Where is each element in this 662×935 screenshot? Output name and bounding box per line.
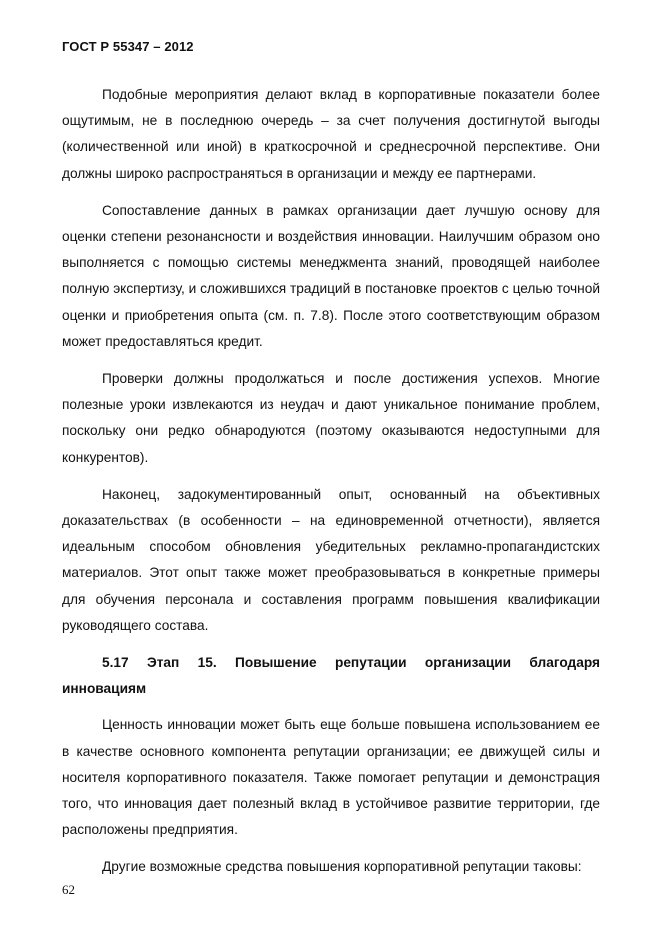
paragraph: Ценность инновации может быть еще больше повышена использованием ее в качестве основного компонента репутации организации; ее движущей силы и носителя корпоративного показателя. Также помогает репутации и демонстрация того, что инновация дает полезный вклад в устойчивое развитие территории, где расположены предприятия. — [62, 717, 600, 838]
paragraph: Сопоставление данных в рамках организации дает лучшую основу для оценки степени резонансности и воздействия инновации. Наилучшим образом оно выполняется с помощью системы менеджмента знаний, проводящей наиболее полную экспертизу, и сложившихся традиций в постановке проектов с целью точной оценки и приобретения опыта (см. п. 7.8). После этого соответствующим образом может предоставляться кредит. — [62, 202, 600, 349]
document-body — [62, 82, 600, 892]
paragraph: Подобные мероприятия делают вклад в корпоративные показатели более ощутимым, не в последнюю очередь – за счет получения достигнутой выгоды (количественной или иной) в краткосрочной и среднесрочной перспективе. Они должны широко распространяться в организации и между ее партнерами. — [62, 87, 600, 181]
paragraph: Другие возможные средства повышения корпоративной репутации таковы: — [102, 859, 582, 875]
paragraph: Наконец, задокументированный опыт, основанный на объективных доказательствах (в особенности – на единовременной отчетности), является идеальным способом обновления убедительных рекламно-пропагандистских материалов. Этот опыт также может преобразовываться в конкретные примеры для обучения персонала и составления программ повышения квалификации руководящего состава. — [62, 486, 600, 633]
page-number: 62 — [62, 882, 75, 897]
paragraph: Проверки должны продолжаться и после достижения успехов. Многие полезные уроки извлекаются из неудач и дают уникальное понимание проблем, поскольку они редко обнародуются (поэтому оказываются недоступными для конкурентов). — [62, 371, 600, 465]
section-heading: 5.17 Этап 15. Повышение репутации организации благодаря инновациям — [62, 655, 600, 697]
document-header: ГОСТ Р 55347 – 2012 — [62, 39, 194, 54]
